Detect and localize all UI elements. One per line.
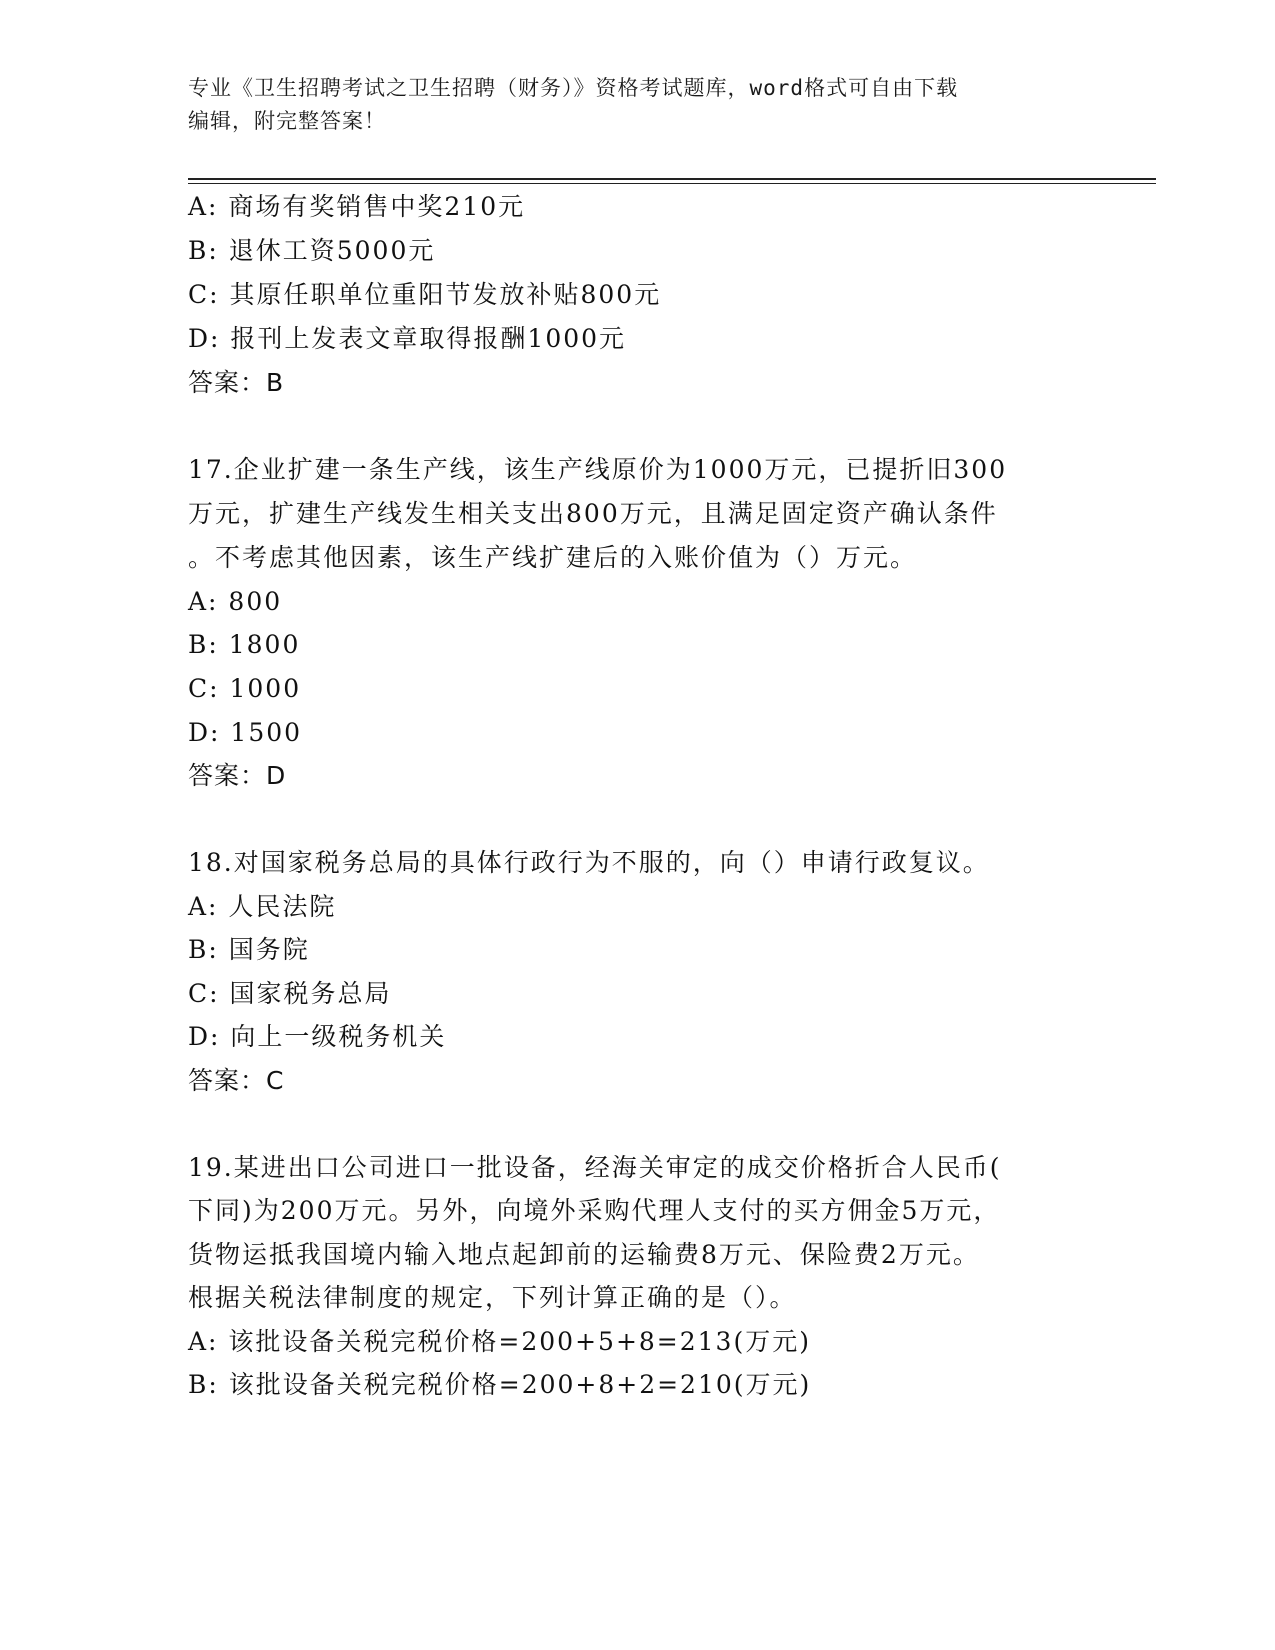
header-line-2: 编辑，附完整答案！ [188, 109, 386, 133]
q19-stem-line-1: 19.某进出口公司进口一批设备，经海关审定的成交价格折合人民币( [188, 1153, 1002, 1182]
q17-stem-line-2: 万元，扩建生产线发生相关支出800万元，且满足固定资产确认条件 [188, 499, 998, 528]
q17-stem-line-3: 。不考虑其他因素，该生产线扩建后的入账价值为（）万元。 [188, 543, 918, 572]
q16-option-d: D: 报刊上发表文章取得报酬1000元 [188, 324, 627, 353]
q18-option-b: B: 国务院 [188, 935, 310, 964]
q19-option-b: B: 该批设备关税完税价格=200+8+2=210(万元) [188, 1370, 812, 1399]
q17-option-b: B: 1800 [188, 630, 301, 659]
q18-option-c: C: 国家税务总局 [188, 979, 392, 1008]
q19-option-a: A: 该批设备关税完税价格=200+5+8=213(万元) [188, 1327, 811, 1356]
header-divider-thick [188, 178, 1156, 180]
document-header [188, 72, 1088, 138]
q18-option-a: A: 人民法院 [188, 892, 337, 921]
q17-answer: 答案：D [188, 761, 287, 790]
q19-stem-line-4: 根据关税法律制度的规定，下列计算正确的是（）。 [188, 1283, 797, 1312]
q18-answer: 答案：C [188, 1066, 285, 1095]
q16-option-b: B: 退休工资5000元 [188, 236, 436, 265]
q18-stem-line-1: 18.对国家税务总局的具体行政行为不服的，向（）申请行政复议。 [188, 848, 990, 877]
q17-option-d: D: 1500 [188, 718, 303, 747]
q17-stem-line-1: 17.企业扩建一条生产线，该生产线原价为1000万元，已提折旧300 [188, 455, 1008, 484]
q19-stem-line-3: 货物运抵我国境内输入地点起卸前的运输费8万元、保险费2万元。 [188, 1240, 980, 1269]
q18-option-d: D: 向上一级税务机关 [188, 1022, 447, 1051]
q16-answer: 答案：B [188, 368, 285, 397]
header-line-1: 专业《卫生招聘考试之卫生招聘（财务）》资格考试题库，word格式可自由下载 [188, 76, 959, 100]
q16-option-a: A: 商场有奖销售中奖210元 [188, 192, 526, 221]
header-divider-thin [188, 183, 1156, 184]
q17-option-a: A: 800 [188, 587, 283, 616]
q16-option-c: C: 其原任职单位重阳节发放补贴800元 [188, 280, 662, 309]
q17-option-c: C: 1000 [188, 674, 302, 703]
q19-stem-line-2: 下同)为200万元。另外，向境外采购代理人支付的买方佣金5万元， [188, 1196, 1001, 1225]
